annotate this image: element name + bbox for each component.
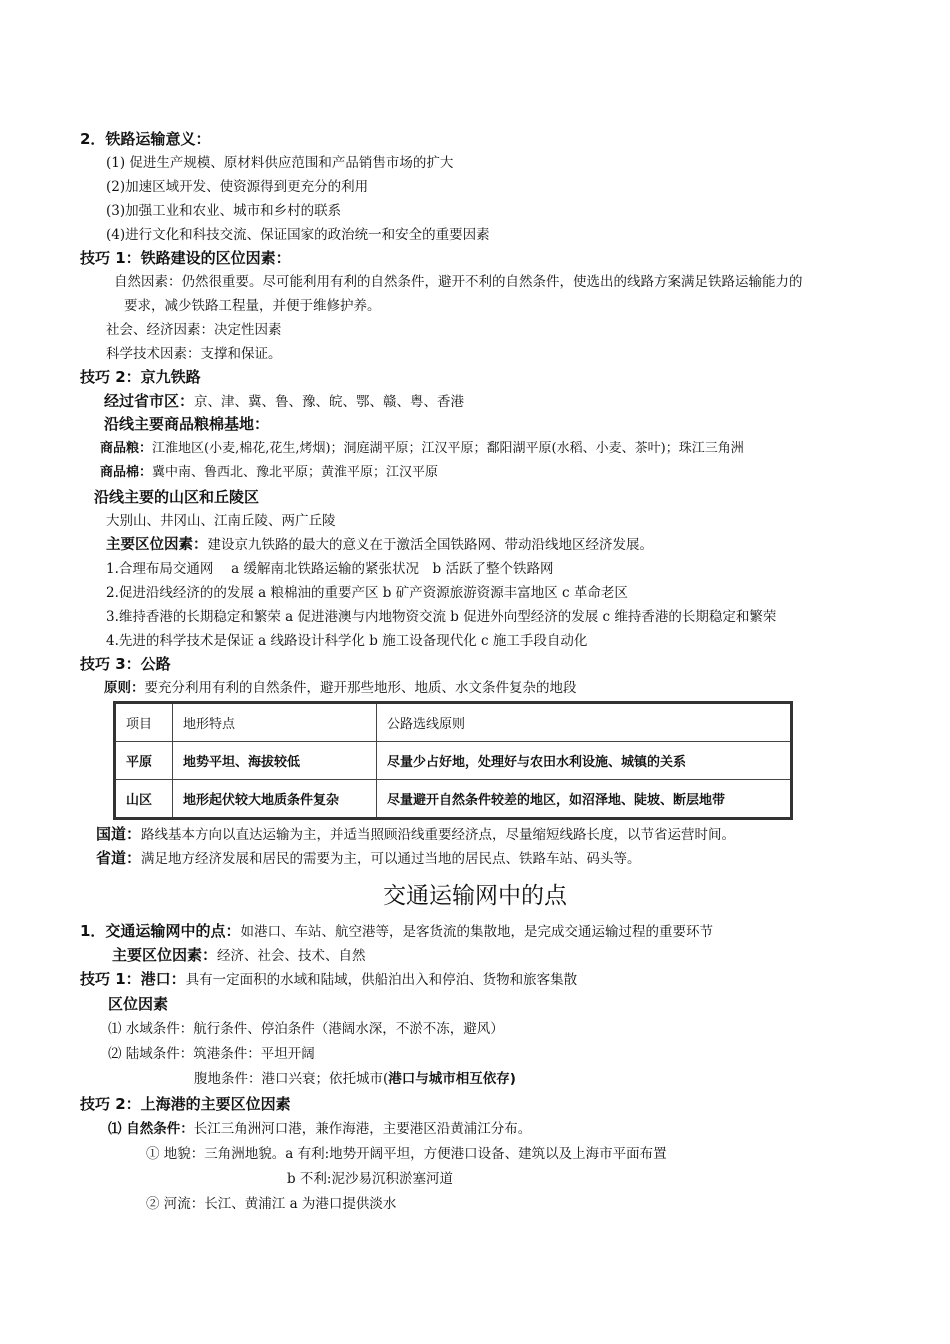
hill-heading: 沿线主要的山区和丘陵区: [94, 488, 260, 506]
grain-cotton-heading: 沿线主要商品粮棉基地：: [104, 415, 270, 433]
list-item: 2.促进沿线经济的的发展 a 粮棉油的重要产区 b 矿产资源旅游资源丰富地区 c 革命老区: [106, 585, 628, 601]
table-row: [115, 742, 792, 780]
river-text: ② 河流：长江、黄浦江 a 为港口提供淡水: [146, 1196, 397, 1212]
section-heading-railway-significance: 2．铁路运输意义：: [80, 130, 211, 148]
terrain-disadvantage-text: b 不利:泥沙易沉积淤塞河道: [287, 1171, 453, 1187]
list-item: (1) 促进生产规模、原材料供应范围和产品销售市场的扩大: [106, 155, 454, 171]
section-heading-railway-factors: 技巧 1：铁路建设的区位因素：: [80, 249, 291, 267]
water-condition-text: ⑴ 水域条件：航行条件、停泊条件（港阔水深，不淤不冻，避风）: [108, 1021, 504, 1037]
jingjiu-factor-label: 主要区位因素：: [106, 537, 208, 553]
section-heading-shanghai-port: 技巧 2：上海港的主要区位因素: [80, 1095, 291, 1113]
principle-line: [104, 679, 577, 697]
highway-table: [113, 701, 793, 820]
nodes-text: 如港口、车站、航空港等，是客货流的集散地，是完成交通运输过程的重要环节: [240, 924, 713, 940]
terrain-advantage-text: ① 地貌：三角洲地貌。a 有利:地势开阔平坦，方便港口设备、建筑以及上海市平面布置: [146, 1146, 667, 1162]
table-cell: 地势平坦、海拔较低: [173, 742, 377, 780]
list-item: 4.先进的科学技术是保证 a 线路设计科学化 b 施工设备现代化 c 施工手段自动化: [106, 633, 588, 649]
principle-label: 原则：: [104, 680, 145, 696]
jingjiu-factor-text: 建设京九铁路的最大的意义在于激活全国铁路网、带动沿线地区经济发展。: [207, 537, 653, 553]
table-cell: 平原: [115, 742, 173, 780]
hinterland-text: 腹地条件：港口兴衰；依托城市(: [194, 1071, 389, 1087]
nodes-line: [80, 922, 713, 941]
nodes-factor-text: 经济、社会、技术、自然: [217, 948, 366, 964]
section-heading-nodes: 1．交通运输网中的点：: [80, 922, 241, 940]
list-item: (2)加速区域开发、使资源得到更充分的利用: [106, 179, 369, 195]
grain-label: 商品粮：: [100, 441, 153, 456]
nodes-factor-label: 主要区位因素：: [112, 946, 218, 964]
land-condition-text: ⑵ 陆域条件：筑港条件：平坦开阔: [108, 1046, 315, 1062]
shanghai-natural-text: 长江三角洲河口港，兼作海港，主要港区沿黄浦江分布。: [193, 1121, 532, 1137]
table-header-row: [115, 703, 792, 742]
port-factor-heading: 区位因素: [108, 995, 169, 1013]
cotton-text: 冀中南、鲁西北、豫北平原；黄淮平原；江汉平原: [152, 465, 439, 480]
natural-factor-text-cont: 要求，减少铁路工程量，并便于维修护养。: [124, 298, 381, 314]
table-cell: 尽量避开自然条件较差的地区，如沼泽地、陡坡、断层地带: [377, 780, 792, 819]
table-cell: 地形起伏较大地质条件复杂: [173, 780, 377, 819]
section-heading-port: 技巧 1：港口：: [80, 970, 186, 988]
shanghai-natural-line: [108, 1120, 531, 1138]
list-item: 3.维持香港的长期稳定和繁荣 a 促进港澳与内地物资交流 b 促进外向型经济的发展 c 维持香港的长期稳定和繁荣: [106, 609, 777, 625]
nodes-factor-line: [112, 946, 366, 965]
provinces-label: 经过省市区：: [104, 392, 195, 410]
provinces-line: [104, 392, 464, 411]
hinterland-bold: 港口与城市相互依存): [388, 1071, 516, 1087]
provinces-text: 京、津、冀、鲁、豫、皖、鄂、赣、粤、香港: [194, 394, 465, 410]
section-heading-highway: 技巧 3：公路: [80, 655, 171, 673]
port-text: 具有一定面积的水域和陆域，供船泊出入和停泊、货物和旅客集散: [185, 972, 578, 988]
guodao-label: 国道：: [96, 825, 142, 843]
social-factor-text: 社会、经济因素：决定性因素: [106, 322, 282, 338]
table-header-cell: 公路选线原则: [377, 703, 792, 742]
cotton-line: [100, 464, 438, 482]
port-line: [80, 970, 577, 989]
natural-factor-text: 自然因素：仍然很重要。尽可能利用有利的自然条件，避开不利的自然条件，使选出的线路方案满足铁路运输能力的: [114, 274, 803, 290]
page-title: 交通运输网中的点: [383, 883, 567, 909]
table-row: [115, 780, 792, 819]
guodao-line: [96, 825, 735, 844]
shengdao-text: 满足地方经济发展和居民的需要为主，可以通过当地的居民点、铁路车站、码头等。: [141, 851, 641, 867]
cotton-label: 商品棉：: [100, 465, 153, 480]
list-item: (4)进行文化和科技交流、保证国家的政治统一和安全的重要因素: [106, 227, 490, 243]
shanghai-natural-label: ⑴ 自然条件：: [108, 1121, 194, 1137]
table-cell: 山区: [115, 780, 173, 819]
guodao-text: 路线基本方向以直达运输为主，并适当照顾沿线重要经济点，尽量缩短线路长度，以节省运营时间。: [141, 827, 736, 843]
grain-line: [100, 440, 744, 458]
jingjiu-factor-line: [106, 536, 653, 554]
table-header-cell: 项目: [115, 703, 173, 742]
principle-text: 要充分利用有利的自然条件，避开那些地形、地质、水文条件复杂的地段: [144, 680, 577, 696]
table-header-cell: 地形特点: [173, 703, 377, 742]
list-item: (3)加强工业和农业、城市和乡村的联系: [106, 203, 342, 219]
grain-text: 江淮地区(小麦,棉花,花生,烤烟)；洞庭湖平原；江汉平原；鄱阳湖平原(水稻、小麦、茶叶)；珠江三角洲: [152, 441, 744, 456]
list-item: 1.合理布局交通网 a 缓解南北铁路运输的紧张状况 b 活跃了整个铁路网: [106, 561, 554, 577]
section-heading-jingjiu: 技巧 2：京九铁路: [80, 368, 201, 386]
shengdao-line: [96, 849, 641, 868]
shengdao-label: 省道：: [96, 849, 142, 867]
table-cell: 尽量少占好地，处理好与农田水利设施、城镇的关系: [377, 742, 792, 780]
hinterland-line: [194, 1070, 516, 1088]
hill-text: 大别山、井冈山、江南丘陵、两广丘陵: [106, 513, 336, 529]
tech-factor-text: 科学技术因素：支撑和保证。: [106, 346, 282, 362]
